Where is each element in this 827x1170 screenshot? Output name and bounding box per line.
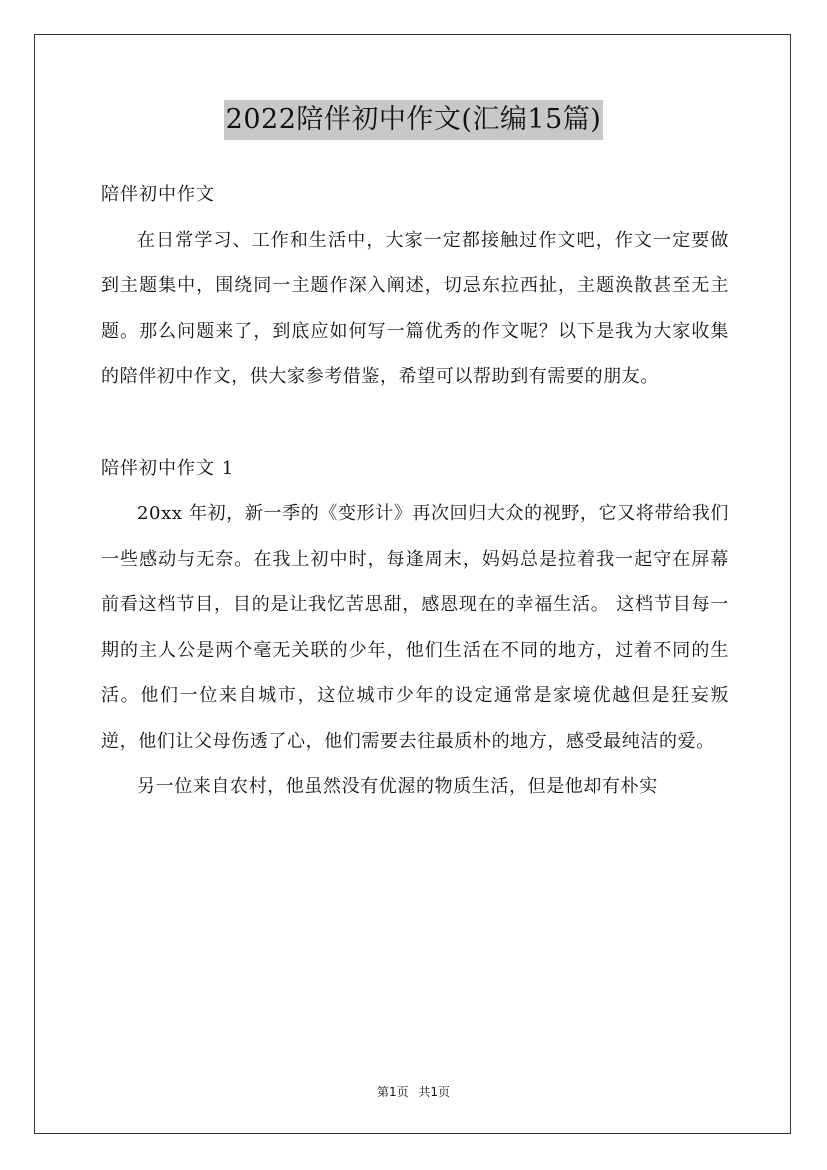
title-container bbox=[0, 100, 827, 140]
page-number: 第1页 bbox=[376, 1085, 409, 1099]
section-spacer bbox=[101, 400, 729, 446]
document-title: 2022陪伴初中作文(汇编15篇) bbox=[224, 100, 604, 140]
section-heading: 陪伴初中作文 bbox=[101, 184, 215, 205]
page-total: 共1页 bbox=[418, 1085, 451, 1099]
body-paragraph: 20xx 年初，新一季的《变形计》再次回归大众的视野，它又将带给我们一些感动与无奈。在我上初中时，每逢周末，妈妈总是拉着我一起守在屏幕前看这档节目，目的是让我忆苦思甜，感恩现在的幸福生活。 这档节目每一期的主人公是两个毫无关联的少年，他们生活在不同的地方，过着不同的生活。他们一位来自城市，这位城市少年的设定通常是家境优越但是狂妄叛逆，他们让父母伤透了心，他们需要去往最质朴的地方，感受最纯洁的爱。 bbox=[101, 503, 729, 752]
page-footer bbox=[0, 1083, 827, 1100]
section-heading: 陪伴初中作文 1 bbox=[101, 457, 235, 479]
body-paragraph: 另一位来自农村，他虽然没有优渥的物质生活，但是他却有朴实 bbox=[137, 776, 658, 797]
document-body bbox=[101, 172, 729, 810]
intro-paragraph: 在日常学习、工作和生活中，大家一定都接触过作文吧，作文一定要做到主题集中，围绕同一主题作深入阐述，切忌东拉西扯，主题涣散甚至无主题。那么问题来了，到底应如何写一篇优秀的作文呢？以下是我为大家收集的陪伴初中作文，供大家参考借鉴，希望可以帮助到有需要的朋友。 bbox=[101, 229, 729, 387]
